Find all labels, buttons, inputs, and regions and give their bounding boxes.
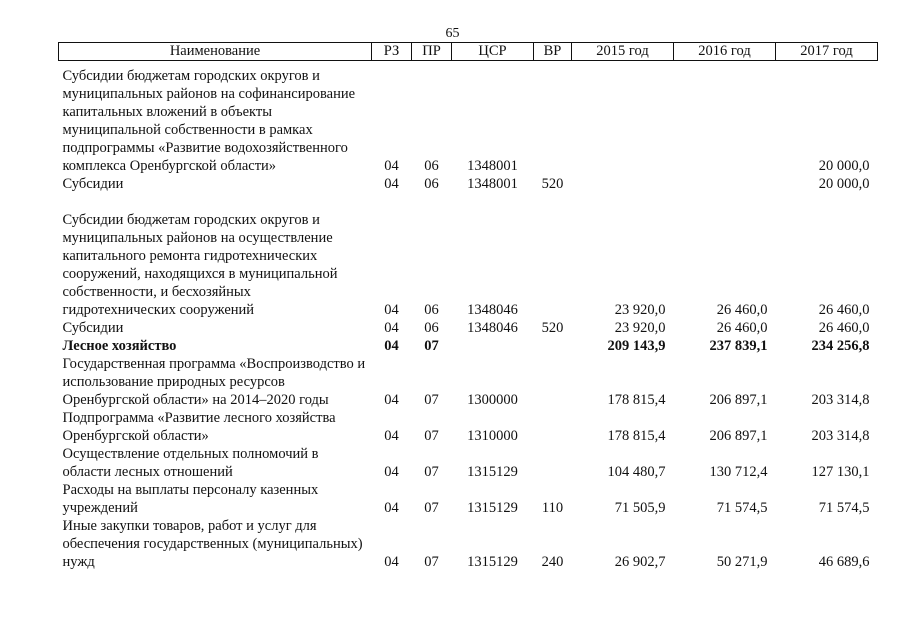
row-2017: 20 000,0	[818, 176, 870, 192]
page-number: 65	[445, 26, 460, 41]
row-2015: 104 480,7	[607, 464, 666, 480]
header-rz: РЗ	[372, 43, 412, 61]
header-csr: ЦСР	[452, 43, 534, 61]
header-2017: 2017 год	[776, 43, 878, 61]
row-vr	[534, 445, 572, 481]
header-2016: 2016 год	[674, 43, 776, 61]
table-row	[59, 445, 878, 481]
row-rz: 04	[384, 428, 399, 444]
row-2015: 23 920,0	[614, 320, 666, 336]
row-vr	[534, 409, 572, 445]
row-2015: 71 505,9	[614, 500, 666, 516]
row-vr: 110	[541, 500, 564, 516]
row-2017: 26 460,0	[818, 302, 870, 318]
table-row	[59, 409, 878, 445]
row-name: Подпрограмма «Развитие лесного хозяйства Оренбургской области»	[62, 410, 336, 444]
row-2016: 206 897,1	[709, 392, 768, 408]
row-2015	[572, 175, 674, 193]
row-2017: 234 256,8	[811, 338, 870, 354]
row-2015: 209 143,9	[607, 338, 666, 354]
table-row	[59, 319, 878, 337]
row-name: Расходы на выплаты персоналу казенных учреждений	[62, 482, 319, 516]
row-name: Субсидии	[62, 176, 124, 192]
row-2015: 26 902,7	[614, 554, 666, 570]
table-header	[59, 43, 878, 61]
row-name: Субсидии бюджетам городских округов и муниципальных районов на осуществление капитального ремонта гидротехнических сооружений, находящихся в муниципальной собственности, и бесхозяйных гидротехнических сооружений	[62, 212, 338, 318]
row-rz: 04	[384, 302, 399, 318]
row-vr: 520	[541, 320, 564, 336]
row-csr	[452, 337, 534, 355]
row-2015	[572, 67, 674, 175]
row-name: Государственная программа «Воспроизводство и использование природных ресурсов Оренбургской области» на 2014–2020 годы	[62, 356, 366, 408]
table-row	[59, 211, 878, 319]
row-rz: 04	[384, 554, 399, 570]
row-2016: 206 897,1	[709, 428, 768, 444]
row-rz: 04	[384, 392, 399, 408]
row-pr: 07	[424, 500, 439, 516]
row-name: Субсидии бюджетам городских округов и муниципальных районов на софинансирование капитальных вложений в объекты муниципальной собственности в рамках подпрограммы «Развитие водохозяйственного комплекса Оренбургской области»	[62, 68, 356, 174]
row-2016: 26 460,0	[716, 320, 768, 336]
row-pr: 07	[424, 428, 439, 444]
row-2016: 237 839,1	[709, 338, 768, 354]
row-vr	[534, 67, 572, 175]
table-row	[59, 67, 878, 175]
row-vr	[534, 337, 572, 355]
row-2017: 203 314,8	[811, 428, 870, 444]
row-2017: 203 314,8	[811, 392, 870, 408]
row-rz: 04	[384, 158, 399, 174]
row-2015: 178 815,4	[607, 428, 666, 444]
row-pr: 06	[424, 320, 439, 336]
row-vr	[534, 355, 572, 409]
row-pr: 07	[424, 464, 439, 480]
row-2017: 71 574,5	[818, 500, 870, 516]
row-2015: 178 815,4	[607, 392, 666, 408]
table-row	[59, 355, 878, 409]
row-pr: 07	[424, 392, 439, 408]
budget-table	[58, 42, 878, 571]
row-2016	[674, 67, 776, 175]
row-pr: 06	[424, 158, 439, 174]
row-2016	[674, 175, 776, 193]
row-vr: 240	[541, 554, 564, 570]
row-rz: 04	[384, 500, 399, 516]
table-row	[59, 175, 878, 193]
row-2016: 71 574,5	[716, 500, 768, 516]
row-pr: 06	[424, 176, 439, 192]
row-rz: 04	[384, 320, 399, 336]
row-pr: 06	[424, 302, 439, 318]
row-rz: 04	[384, 338, 399, 354]
row-csr: 1348046	[467, 320, 518, 336]
row-2017: 127 130,1	[811, 464, 870, 480]
row-vr: 520	[541, 176, 564, 192]
row-2015: 23 920,0	[614, 302, 666, 318]
row-csr: 1348001	[467, 158, 518, 174]
table-row	[59, 517, 878, 571]
row-name: Лесное хозяйство	[62, 338, 177, 354]
row-2016: 130 712,4	[709, 464, 768, 480]
header-pr: ПР	[412, 43, 452, 61]
row-csr: 1315129	[467, 464, 518, 480]
row-csr: 1348001	[467, 176, 518, 192]
table-row	[59, 481, 878, 517]
header-name: Наименование	[59, 43, 372, 61]
row-csr: 1348046	[467, 302, 518, 318]
row-csr: 1300000	[467, 392, 518, 408]
header-2015: 2015 год	[572, 43, 674, 61]
header-vr: ВР	[534, 43, 572, 61]
row-2016: 26 460,0	[716, 302, 768, 318]
row-pr: 07	[424, 554, 439, 570]
table-body	[59, 61, 878, 572]
row-rz: 04	[384, 464, 399, 480]
row-rz: 04	[384, 176, 399, 192]
row-csr: 1315129	[467, 500, 518, 516]
row-name: Осуществление отдельных полномочий в области лесных отношений	[62, 446, 319, 480]
row-2017: 20 000,0	[818, 158, 870, 174]
row-csr: 1310000	[467, 428, 518, 444]
table-row	[59, 337, 878, 355]
row-pr: 07	[424, 338, 439, 354]
row-2017: 26 460,0	[818, 320, 870, 336]
row-vr	[534, 211, 572, 319]
row-2016: 50 271,9	[716, 554, 768, 570]
row-name: Субсидии	[62, 320, 124, 336]
row-csr: 1315129	[467, 554, 518, 570]
row-2017: 46 689,6	[818, 554, 870, 570]
row-name: Иные закупки товаров, работ и услуг для обеспечения государственных (муниципальных) нужд	[62, 518, 363, 570]
